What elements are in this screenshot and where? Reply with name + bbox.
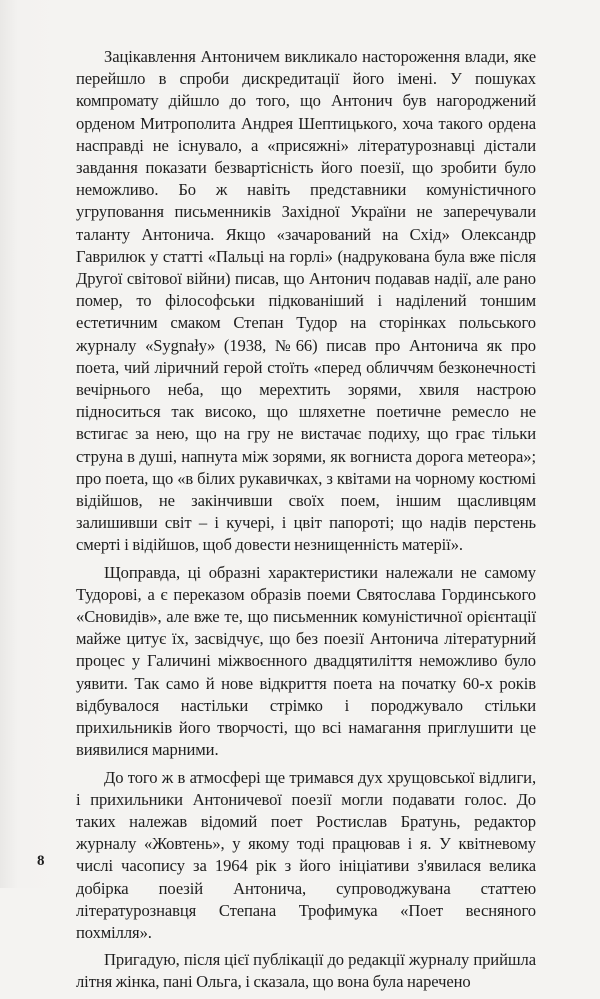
paragraph-1: Зацікавлення Антоничем викликало настороження влади, яке перейшло в спроби дискредитації його імені. У пошуках компромату дійшло до того, що Антонич був нагороджений орденом Митрополита Андрея Шептицького, хоча такого ордена насправді не існувало, а «присяжні» літературознавці дістали завдання показати безвартісність його поезії, що зробити було неможливо. Бо ж навіть представники комуністичного угруповання письменників Західної України не заперечували таланту Антонича. Якщо «зачарований на Схід» Олександр Гаврилюк у статті «Пальці на горлі» (надрукована була вже після Другої світової війни) писав, що Антонич подавав надії, але рано помер, то філософськи підкованіший і наділений тоншим естетичним смаком Степан Тудор на сторінках польського журналу «Sygnały» (1938, №66) писав про Антонича як про поета, чий ліричний герой стоїть «перед обличчям безконечності вечірнього неба, що мерехтить зорями, хвиля настрою підноситься так високо, що шляхетне поетичне ремесло не встигає за нею, що на гру не вистачає подиху, що грає тільки струна в душі, напнута між зорями, як вогниста дорога метеора»; про поета, що «в білих рукавичках, з квітами на чорному костюмі відійшов, не закінчивши своїх поем, іншим щасливцям залишивши світ – і кучері, і цвіт папороті; що надів перстень смерті і відійшов, щоб довести незнищенність матерії». bbox=[76, 47, 536, 555]
body-text bbox=[76, 46, 536, 999]
paragraph-2: Щоправда, ці образні характеристики належали не самому Тудорові, а є переказом образів поеми Святослава Гординського «Сновидів», але вже те, що письменник комуністичної орієнтації майже цитує їх, засвідчує, що без поезії Антонича літературний процес у Галичині міжвоєнного двадцятиліття неможливо було уявити. Так само й нове відкриття поета на початку 60-х років відбувалося настільки стрімко і породжувало стільки прихильників його творчості, що всі намагання приглушити це виявилися марними. bbox=[76, 562, 536, 760]
page-number: 8 bbox=[37, 853, 45, 869]
paragraph-3: До того ж в атмосфері ще тримався дух хрущовської відлиги, і прихильники Антоничевої поезії могли подавати голос. До таких належав відомий поет Ростислав Братунь, редактор журналу «Жовтень», у якому тоді працював і я. У квітневому числі часопису за 1964 рік з його ініціативи з'явилася велика добірка поезій Антонича, супроводжувана статтею літературознавця Степана Трофимука «Поет весняного похмілля». bbox=[76, 767, 536, 942]
paragraph-4: Пригадую, після цієї публікації до редакції журналу прийшла літня жінка, пані Ольга, і сказала, що вона була наречено bbox=[76, 950, 536, 992]
